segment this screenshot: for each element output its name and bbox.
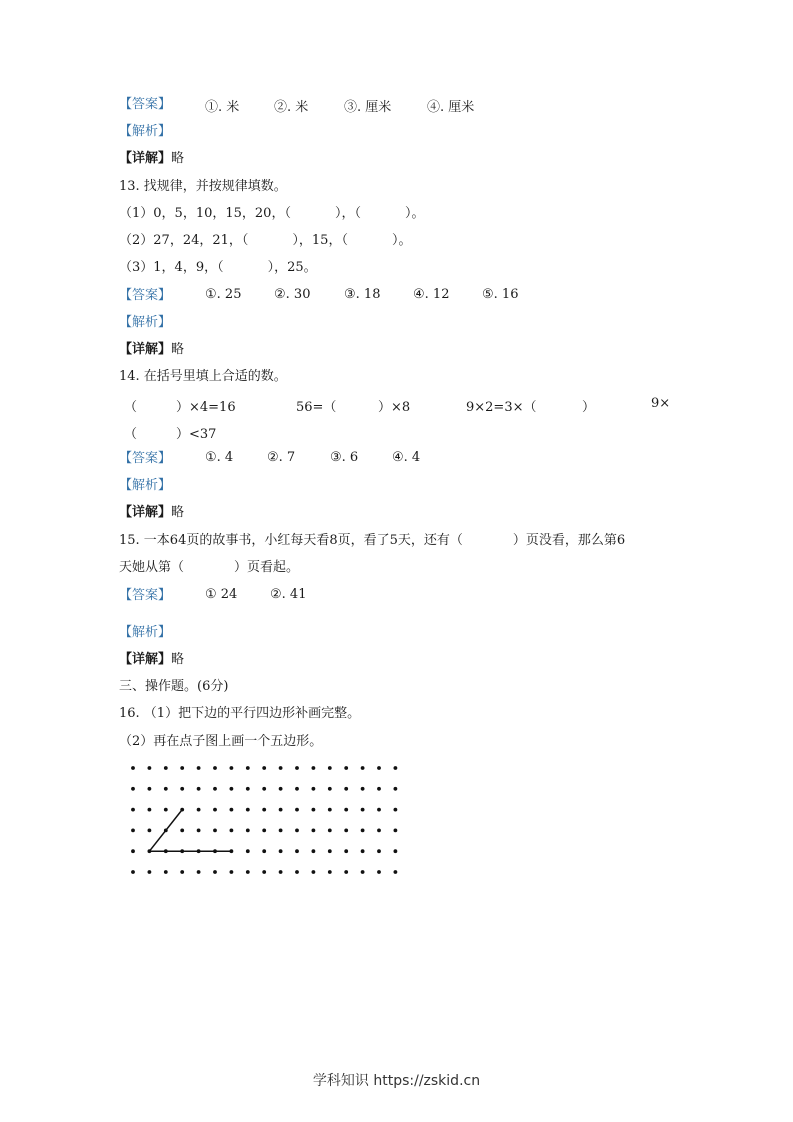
q14-item-3a: 9×2=3×（ xyxy=(466,400,537,415)
grid-dot xyxy=(246,766,250,770)
grid-dot xyxy=(328,808,332,812)
q13-part-1 xyxy=(119,205,424,223)
grid-dot xyxy=(230,870,234,874)
q16-line-2: （2）再在点子图上画一个五边形。 xyxy=(119,734,323,749)
q13-part-3-post: ），25。 xyxy=(267,260,317,275)
grid-dot xyxy=(328,829,332,833)
q14-item-2b: ）×8 xyxy=(378,400,411,415)
q12-analysis-label: 【解析】 xyxy=(119,124,172,139)
q13-answer-5: ⑤. 16 xyxy=(482,287,519,302)
grid-dot xyxy=(213,766,217,770)
grid-dot xyxy=(361,808,365,812)
grid-dot xyxy=(262,829,266,833)
answer-label: 【答案】 xyxy=(119,288,172,303)
grid-dot xyxy=(344,808,348,812)
q13-part-1-pre: （1）0，5，10，15，20，（ xyxy=(119,206,291,221)
grid-dot xyxy=(197,766,201,770)
grid-dot xyxy=(295,808,299,812)
detail-text: 略 xyxy=(171,342,185,357)
grid-dot xyxy=(377,870,381,874)
grid-dot xyxy=(361,787,365,791)
grid-dot xyxy=(230,829,234,833)
q15-line-2 xyxy=(119,559,299,577)
answer-label: 【答案】 xyxy=(119,588,172,603)
footer-watermark: 学科知识 https://zskid.cn xyxy=(312,1073,481,1089)
grid-dot xyxy=(279,870,283,874)
grid-dot xyxy=(131,766,135,770)
q14-answer-4: ④. 4 xyxy=(392,450,421,465)
q13-title: 13. 找规律，并按规律填数。 xyxy=(119,179,287,194)
q14-item-3b: ） xyxy=(582,400,596,415)
detail-label: 【详解】 xyxy=(119,652,172,667)
grid-dot xyxy=(344,849,348,853)
grid-dot xyxy=(279,766,283,770)
grid-dot xyxy=(164,870,168,874)
grid-dot xyxy=(328,787,332,791)
q12-answer-1: ①. 米 xyxy=(205,100,240,115)
grid-dot xyxy=(213,870,217,874)
q15-analysis-label: 【解析】 xyxy=(119,625,172,640)
q14-line2-a: （ xyxy=(124,427,138,442)
grid-dot xyxy=(344,787,348,791)
grid-dot xyxy=(246,787,250,791)
grid-dot xyxy=(246,829,250,833)
grid-dot xyxy=(328,870,332,874)
grid-dot xyxy=(344,870,348,874)
q12-answer-3: ③. 厘米 xyxy=(344,100,392,115)
grid-dot xyxy=(328,766,332,770)
grid-dot xyxy=(361,849,365,853)
q15-line-2a: 天她从第（ xyxy=(119,560,185,575)
q16-line-1: 16. （1）把下边的平行四边形补画完整。 xyxy=(119,706,361,721)
q14-item-4a: 9× xyxy=(651,396,671,411)
grid-dot xyxy=(361,870,365,874)
q14-answer-1: ①. 4 xyxy=(205,450,234,465)
grid-dot xyxy=(394,787,398,791)
grid-dot xyxy=(246,849,250,853)
grid-dot xyxy=(131,787,135,791)
grid-dot xyxy=(262,808,266,812)
q13-part-3-pre: （3）1，4，9，（ xyxy=(119,260,224,275)
grid-dot xyxy=(377,787,381,791)
grid-dot xyxy=(312,829,316,833)
detail-text: 略 xyxy=(171,505,185,520)
grid-dot xyxy=(131,870,135,874)
grid-dot xyxy=(213,787,217,791)
grid-dot xyxy=(148,808,152,812)
q14-answer-3: ③. 6 xyxy=(330,450,359,465)
grid-dot xyxy=(361,829,365,833)
grid-dot xyxy=(377,808,381,812)
grid-dot xyxy=(312,808,316,812)
q13-part-1-mid: ），（ xyxy=(334,206,361,221)
grid-dot xyxy=(394,849,398,853)
grid-dot xyxy=(148,829,152,833)
q14-line2-b: ）<37 xyxy=(176,427,217,442)
grid-dot xyxy=(180,870,184,874)
q14-title: 14. 在括号里填上合适的数。 xyxy=(119,369,287,384)
q14-item-2a: 56=（ xyxy=(296,400,337,415)
grid-dot xyxy=(213,829,217,833)
grid-dot xyxy=(197,870,201,874)
answer-label: 【答案】 xyxy=(119,451,172,466)
q13-answer-row xyxy=(119,287,171,305)
q15-answer-1: ① 24 xyxy=(205,587,238,602)
q15-detail-row xyxy=(119,651,184,669)
grid-dot xyxy=(295,870,299,874)
grid-dot xyxy=(377,829,381,833)
q14-analysis-label: 【解析】 xyxy=(119,478,172,493)
grid-dot xyxy=(312,766,316,770)
grid-dot xyxy=(279,787,283,791)
detail-label: 【详解】 xyxy=(119,342,172,357)
q13-part-2-mid: ），15，（ xyxy=(292,233,348,248)
grid-dot xyxy=(295,766,299,770)
grid-dot xyxy=(164,766,168,770)
grid-dot xyxy=(164,808,168,812)
grid-dot xyxy=(394,766,398,770)
grid-dot xyxy=(246,808,250,812)
grid-dot xyxy=(148,787,152,791)
grid-dot xyxy=(394,870,398,874)
grid-dot xyxy=(312,849,316,853)
grid-dot xyxy=(148,766,152,770)
q14-item-1b: ）×4=16 xyxy=(176,400,236,415)
grid-dot xyxy=(262,787,266,791)
grid-dot xyxy=(344,829,348,833)
parallelogram-edge xyxy=(149,810,182,852)
grid-dot xyxy=(197,829,201,833)
q14-answer-row xyxy=(119,450,171,468)
grid-dot xyxy=(361,766,365,770)
q13-part-1-post: ）。 xyxy=(404,206,425,221)
detail-text: 略 xyxy=(171,652,185,667)
q13-part-3 xyxy=(119,259,317,277)
q15-answer-row xyxy=(119,587,171,605)
grid-dot xyxy=(246,870,250,874)
grid-dot xyxy=(279,849,283,853)
q13-part-2-pre: （2）27，24，21，（ xyxy=(119,233,249,248)
grid-dot xyxy=(164,787,168,791)
q13-part-2-post: ）。 xyxy=(391,233,412,248)
grid-dot xyxy=(279,829,283,833)
grid-dot xyxy=(312,787,316,791)
q14-answer-2: ②. 7 xyxy=(267,450,296,465)
grid-dot xyxy=(180,829,184,833)
grid-dot xyxy=(180,766,184,770)
grid-dot xyxy=(148,870,152,874)
grid-dot xyxy=(262,870,266,874)
q12-answer-2: ②. 米 xyxy=(274,100,309,115)
detail-label: 【详解】 xyxy=(119,151,172,166)
q12-answer-row xyxy=(119,96,171,114)
q15-line-2b: ）页看起。 xyxy=(234,560,300,575)
q13-answer-4: ④. 12 xyxy=(413,287,450,302)
grid-dot xyxy=(230,787,234,791)
grid-dot xyxy=(262,766,266,770)
q15-answer-2: ②. 41 xyxy=(270,587,307,602)
grid-dot xyxy=(131,829,135,833)
grid-dot xyxy=(262,849,266,853)
grid-dot xyxy=(279,808,283,812)
grid-dot xyxy=(394,829,398,833)
q13-detail-row xyxy=(119,341,184,359)
detail-text: 略 xyxy=(171,151,185,166)
grid-dot xyxy=(328,849,332,853)
q14-detail-row xyxy=(119,504,184,522)
grid-dot xyxy=(131,808,135,812)
q13-part-2 xyxy=(119,232,411,250)
grid-dot xyxy=(131,849,135,853)
q13-answer-3: ③. 18 xyxy=(344,287,381,302)
q14-item-1a: （ xyxy=(124,400,138,415)
grid-dot xyxy=(295,829,299,833)
grid-dot xyxy=(197,787,201,791)
grid-dot xyxy=(377,766,381,770)
q13-analysis-label: 【解析】 xyxy=(119,315,172,330)
grid-dot xyxy=(213,808,217,812)
q13-answer-2: ②. 30 xyxy=(274,287,311,302)
answer-label: 【答案】 xyxy=(119,97,172,112)
grid-dot xyxy=(230,766,234,770)
grid-dot xyxy=(295,787,299,791)
grid-dot xyxy=(180,787,184,791)
q15-line-1 xyxy=(119,532,625,550)
dot-grid xyxy=(125,760,405,885)
q15-line-1b: ）页没看，那么第6 xyxy=(512,533,626,548)
grid-dot xyxy=(197,808,201,812)
grid-dot xyxy=(312,870,316,874)
q12-answer-4: ④. 厘米 xyxy=(427,100,475,115)
grid-dot xyxy=(295,849,299,853)
q12-detail-row xyxy=(119,150,184,168)
section-3-title: 三、操作题。(6分) xyxy=(119,679,229,694)
q13-answer-1: ①. 25 xyxy=(205,287,242,302)
grid-dot xyxy=(344,766,348,770)
grid-dot xyxy=(394,808,398,812)
detail-label: 【详解】 xyxy=(119,505,172,520)
grid-dot xyxy=(230,808,234,812)
q15-line-1a: 15. 一本64页的故事书，小红每天看8页，看了5天，还有（ xyxy=(119,533,463,548)
grid-dot xyxy=(377,849,381,853)
